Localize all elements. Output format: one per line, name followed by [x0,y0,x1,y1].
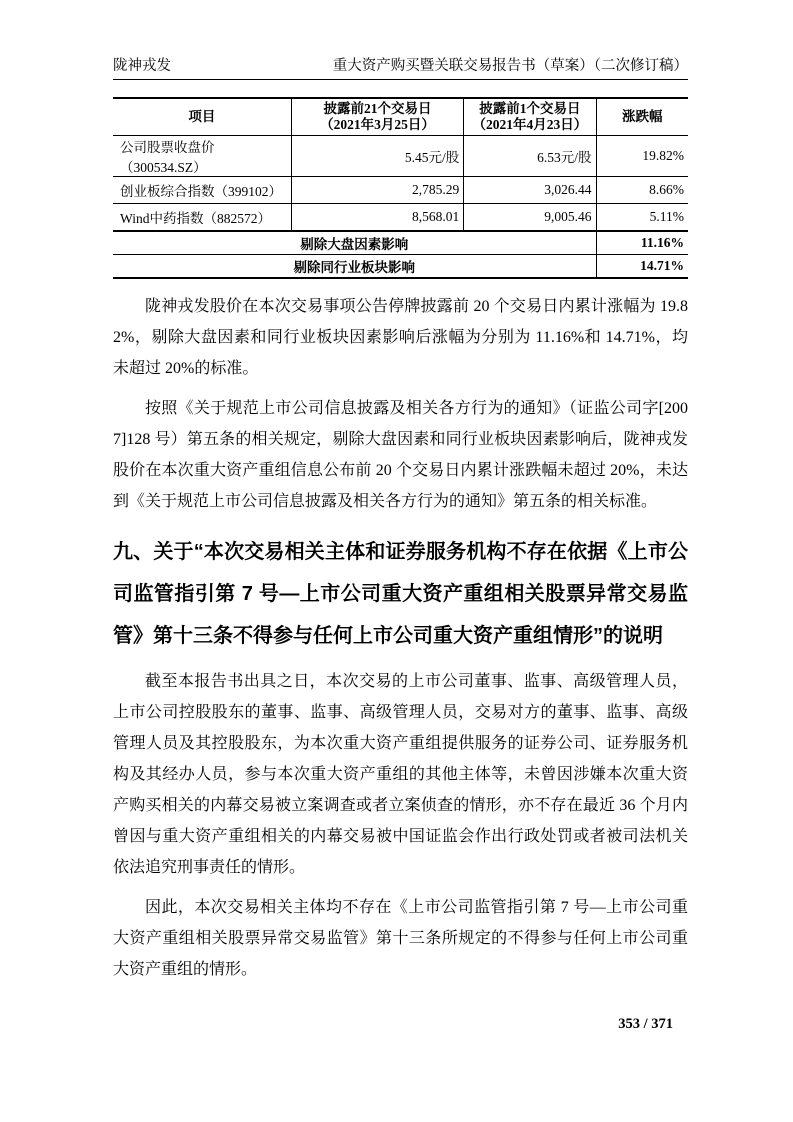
header-report-title: 重大资产购买暨关联交易报告书（草案）（二次修订稿） [332,58,688,74]
row-value-before21: 5.45元/股 [291,136,464,177]
price-change-table [113,97,688,279]
row-value-before1: 9,005.46 [464,204,596,232]
row-value-before21: 2,785.29 [291,177,464,204]
row-item-label: Wind中药指数（882572） [113,204,291,232]
paragraph-price-increase-summary: 陇神戎发股价在本次交易事项公告停牌披露前 20 个交易日内累计涨幅为 19.82%，剔除大盘因素和同行业板块因素影响后涨幅为分别为 11.16%和 14.71%，均未超过 20%的标准。 [113,298,688,377]
table-row [113,204,688,232]
page-number: 353 / 371 [618,1016,673,1032]
table-summary-row [113,231,688,255]
row-value-change: 5.11% [596,204,688,232]
row-item-label: 创业板综合指数（399102） [113,177,291,204]
table-row [113,136,688,177]
paragraph-conclusion: 因此，本次交易相关主体均不存在《上市公司监管指引第 7 号—上市公司重大资产重组相关股票异常交易监管》第十三条所规定的不得参与任何上市公司重大资产重组的情形。 [113,899,688,978]
row-value-before21: 8,568.01 [291,204,464,232]
row-value-change: 8.66% [596,177,688,204]
table-header-row [113,98,688,136]
row-value-change: 19.82% [596,136,688,177]
table-row [113,177,688,204]
col-header-change: 涨跌幅 [596,98,688,136]
col-header-before1: 披露前1个交易日 （2021年4月23日） [464,98,596,136]
row-value-before1: 3,026.44 [464,177,596,204]
row-value-before1: 6.53元/股 [464,136,596,177]
summary-label: 剔除同行业板块影响 [113,255,596,279]
col-header-item: 项目 [113,98,291,136]
paragraph-regulation-compliance: 按照《关于规范上市公司信息披露及相关各方行为的通知》（证监公司字[2007]128 号）第五条的相关规定，剔除大盘因素和同行业板块因素影响后，陇神戎发股价在本次重大资产重组信息公布前 20 个交易日内累计涨跌幅未超过 20%，未达到《关于规范上市公司信息披露及相关各方行为的通知》第五条的相关标准。 [113,400,688,510]
row-item-label: 公司股票收盘价（300534.SZ） [113,136,291,177]
header-company-name: 陇神戎发 [113,58,171,74]
section-heading-nine: 九、关于“本次交易相关主体和证券服务机构不存在依据《上市公司监管指引第 7 号—上市公司重大资产重组相关股票异常交易监管》第十三条不得参与任何上市公司重大资产重组情形”的说明 [113,541,688,647]
summary-value-change: 11.16% [596,231,688,255]
summary-value-change: 14.71% [596,255,688,279]
table-summary-row [113,255,688,279]
paragraph-insider-trading-statement: 截至本报告书出具之日，本次交易的上市公司董事、监事、高级管理人员，上市公司控股股东的董事、监事、高级管理人员，交易对方的董事、监事、高级管理人员及其控股股东，为本次重大资产重组提供服务的证券公司、证券服务机构及其经办人员，参与本次重大资产重组的其他主体等，未曾因涉嫌本次重大资产购买相关的内幕交易被立案调查或者立案侦查的情形，亦不存在最近 36 个月内曾因与重大资产重组相关的内幕交易被中国证监会作出行政处罚或者被司法机关依法追究刑事责任的情形。 [113,673,688,876]
running-header [113,0,688,80]
col-header-before21: 披露前21个交易日 （2021年3月25日） [291,98,464,136]
summary-label: 剔除大盘因素影响 [113,231,596,255]
page-content [113,0,688,985]
